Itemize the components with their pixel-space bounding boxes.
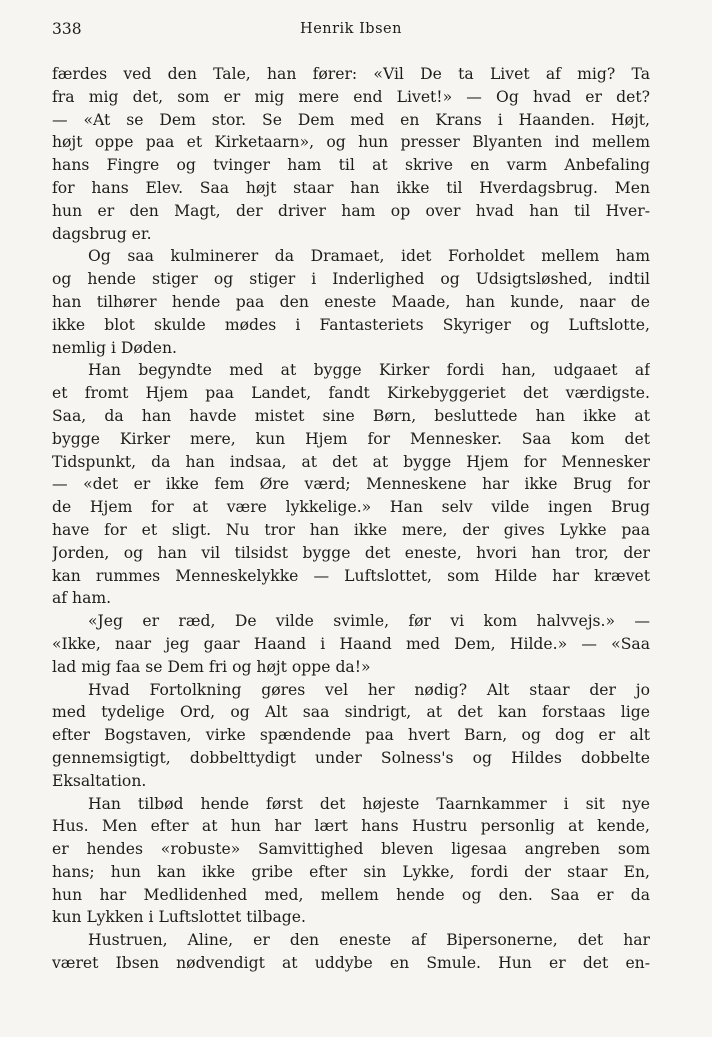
text-line: Han tilbød hende først det højeste Taarnkammer i sit nye	[88, 794, 650, 813]
text-line: færdes ved den Tale, han fører: «Vil De ta Livet af mig? Ta	[52, 65, 650, 83]
text-line: og hende stiger og stiger i Inderlighed og Udsigtsløshed, indtil	[52, 270, 650, 289]
text-line: Og saa kulminerer da Dramaet, idet Forholdet mellem ham	[88, 247, 650, 266]
text-line: — «det er ikke fem Øre værd; Menneskene har ikke Brug for	[52, 475, 650, 494]
text-line: for hans Elev. Saa højt staar han ikke til Hverdagsbrug. Men	[52, 178, 650, 197]
text-line: bygge Kirker mere, kun Hjem for Mennesker. Saa kom det	[52, 429, 650, 448]
text-line: Saa, da han havde mistet sine Børn, besluttede han ikke at	[52, 406, 650, 425]
text-line: et fromt Hjem paa Landet, fandt Kirkebyggeriet det værdigste.	[52, 384, 650, 403]
page-number: 338	[52, 20, 82, 38]
text-line: gennemsigtigt, dobbelttydigt under Solness's og Hildes dobbelte	[52, 748, 650, 767]
text-line: «Ikke, naar jeg gaar Haand i Haand med Dem, Hilde.» — «Saa	[52, 634, 650, 653]
text-line: «Jeg er ræd, De vilde svimle, før vi kom halvvejs.» —	[88, 612, 650, 631]
text-line: — «At se Dem stor. Se Dem med en Krans i Haanden. Højt,	[52, 110, 650, 129]
body-text	[52, 63, 650, 975]
text-line: Hustruen, Aline, er den eneste af Bipersonerne, det har	[88, 931, 650, 950]
text-line: af ham.	[52, 589, 112, 608]
text-line: med tydelige Ord, og Alt saa sindrigt, at det kan forstaas lige	[52, 703, 650, 722]
text-line: Han begyndte med at bygge Kirker fordi han, udgaaet af	[88, 361, 650, 380]
text-line: fra mig det, som er mig mere end Livet!» — Og hvad er det?	[52, 87, 650, 106]
running-title: Henrik Ibsen	[300, 21, 402, 37]
text-line: have for et sligt. Nu tror han ikke mere, der gives Lykke paa	[52, 520, 650, 539]
text-line: dagsbrug er.	[52, 224, 152, 243]
text-line: hans; hun kan ikke gribe efter sin Lykke, fordi der staar En,	[52, 862, 650, 881]
text-line: er hendes «robuste» Samvittighed bleven ligesaa angreben som	[52, 840, 650, 859]
text-line: efter Bogstaven, virke spændende paa hvert Barn, og dog er alt	[52, 726, 650, 745]
text-line: hun har Medlidenhed med, mellem hende og den. Saa er da	[52, 885, 650, 904]
text-line: Eksaltation.	[52, 771, 147, 790]
text-line: kan rummes Menneskelykke — Luftslottet, som Hilde har krævet	[52, 566, 650, 585]
text-line: været Ibsen nødvendigt at uddybe en Smule. Hun er det en-	[52, 954, 650, 973]
text-line: Hvad Fortolkning gøres vel her nødig? Alt staar der jo	[88, 680, 650, 699]
text-line: kun Lykken i Luftslottet tilbage.	[52, 908, 306, 927]
text-line: ikke blot skulde mødes i Fantasteriets Skyriger og Luftslotte,	[52, 315, 650, 334]
text-line: Jorden, og han vil tilsidst bygge det eneste, hvori han tror, der	[52, 543, 650, 562]
text-line: lad mig faa se Dem fri og højt oppe da!»	[52, 657, 371, 676]
text-line: Tidspunkt, da han indsaa, at det at bygge Hjem for Mennesker	[52, 452, 650, 471]
text-line: de Hjem for at være lykkelige.» Han selv vilde ingen Brug	[52, 498, 650, 517]
text-line: Hus. Men efter at hun har lært hans Hustru personlig at kende,	[52, 817, 650, 836]
text-line: nemlig i Døden.	[52, 338, 178, 357]
text-line: højt oppe paa et Kirketaarn», og hun presser Blyanten ind mellem	[52, 133, 650, 152]
text-line: hun er den Magt, der driver ham op over hvad han til Hver-	[52, 201, 650, 220]
text-line: hans Fingre og tvinger ham til at skrive en varm Anbefaling	[52, 156, 650, 175]
page-header	[52, 20, 650, 46]
text-line: han tilhører hende paa den eneste Maade, han kunde, naar de	[52, 292, 650, 311]
